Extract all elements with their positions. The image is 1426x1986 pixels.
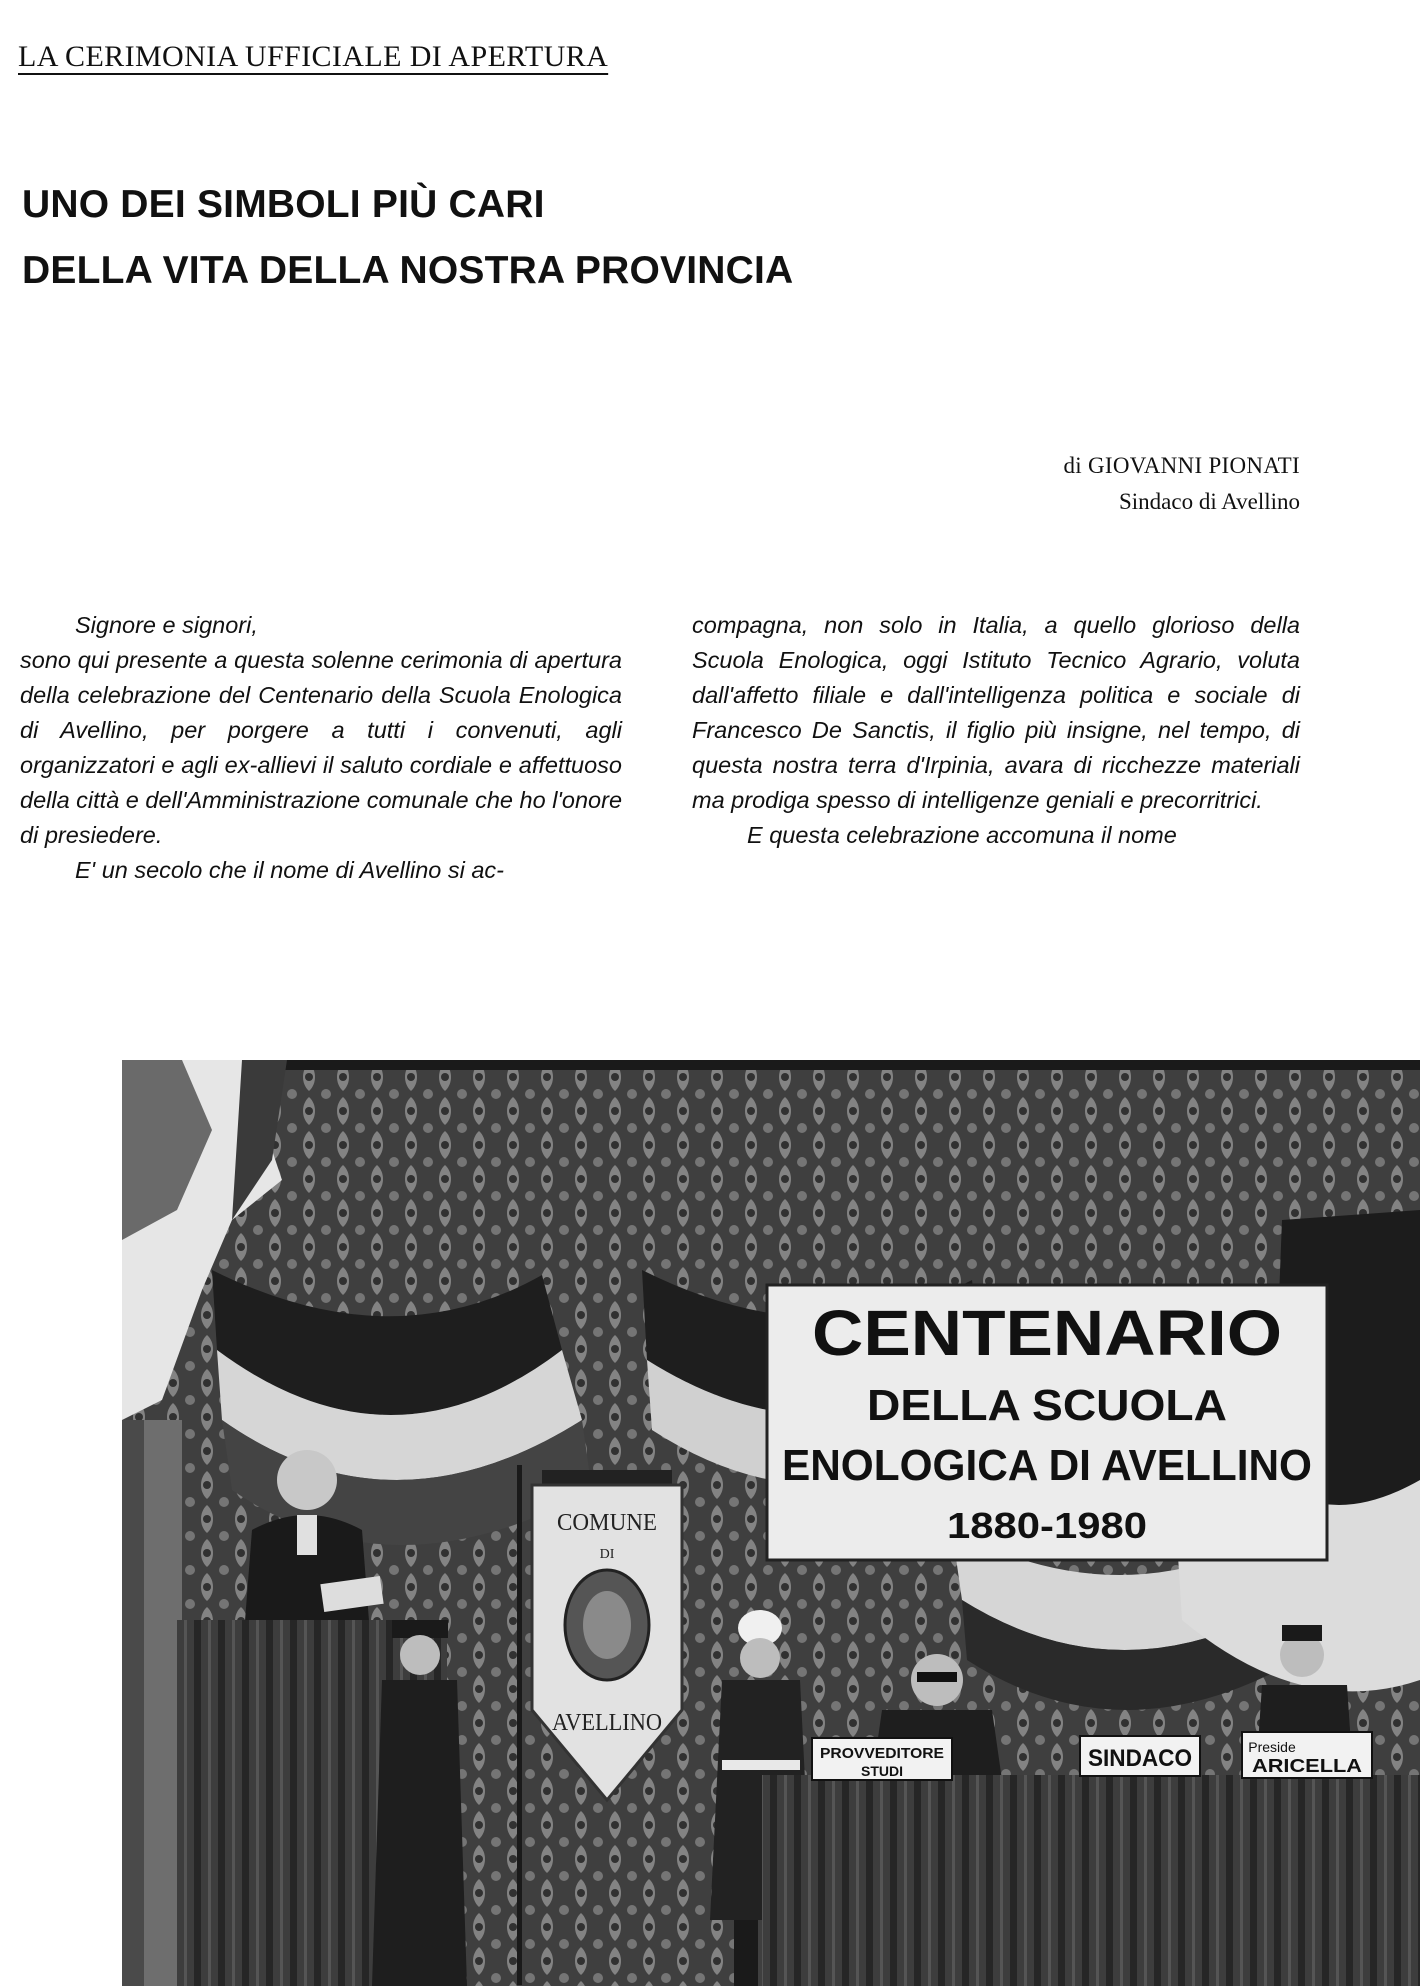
name-card-preside-line1: Preside [1248, 1739, 1296, 1755]
standard-bottom: AVELLINO [552, 1710, 662, 1736]
ceremony-photo-illustration [122, 1060, 1420, 1986]
banner-line-1: CENTENARIO [812, 1297, 1282, 1369]
name-card-provveditore [812, 1738, 952, 1780]
name-card-provveditore-line2: STUDI [861, 1763, 903, 1779]
paragraph: E' un secolo che il nome di Avellino si ac- [75, 857, 505, 883]
standard-top: COMUNE [557, 1510, 657, 1536]
name-card-preside-line2: ARICELLA [1252, 1756, 1362, 1776]
headline-line-1: UNO DEI SIMBOLI PIÙ CARI [22, 183, 545, 226]
name-card-provveditore-line1: PROVVEDITORE [820, 1745, 944, 1762]
paragraph: compagna, non solo in Italia, a quello glorioso della Scuola Enologica, oggi Istituto Tecnico Agrario, voluta dall'affetto filiale e dall'intelligenza politica e sociale di Francesco De Sanctis, il figlio più insigne, nel tempo, di questa nostra terra d'Irpinia, avara di ricchezze materiali ma prodiga spesso di intelligenze geniali e precorritrici. [692, 612, 1300, 813]
standard-mid: DI [599, 1547, 615, 1562]
author-role: Sindaco di Avellino [1118, 489, 1300, 514]
name-card-sindaco [1080, 1736, 1200, 1776]
banner-line-2: DELLA SCUOLA [867, 1381, 1227, 1430]
headline-line-2: DELLA VITA DELLA NOSTRA PROVINCIA [22, 249, 794, 292]
article-headline [22, 172, 793, 304]
salutation: Signore e signori, [75, 612, 258, 638]
ceremony-photo [122, 1060, 1420, 1986]
author-name: di GIOVANNI PIONATI [1063, 453, 1300, 478]
article-column-right [692, 608, 1300, 853]
name-card-sindaco-text: SINDACO [1088, 1745, 1192, 1772]
paragraph: sono qui presente a questa solenne cerimonia di apertura della celebrazione del Centenario della Scuola Enologica di Avellino, per porgere a tutti i convenuti, agli organizzatori e agli ex-allievi il saluto cordiale e affettuoso della città e dell'Amministrazione comunale che ho l'onore di presiedere. [20, 647, 623, 848]
section-title: LA CERIMONIA UFFICIALE DI APERTURA [18, 40, 609, 73]
presidential-table [762, 1775, 1420, 1986]
banner-line-4: 1880-1980 [947, 1505, 1147, 1546]
article-column-left [20, 608, 622, 888]
name-card-preside [1242, 1732, 1372, 1778]
paragraph: E questa celebrazione accomuna il nome [747, 822, 1177, 848]
banner-line-3: ENOLOGICA DI AVELLINO [782, 1441, 1312, 1490]
centenary-banner [767, 1285, 1327, 1560]
byline [1063, 448, 1300, 520]
